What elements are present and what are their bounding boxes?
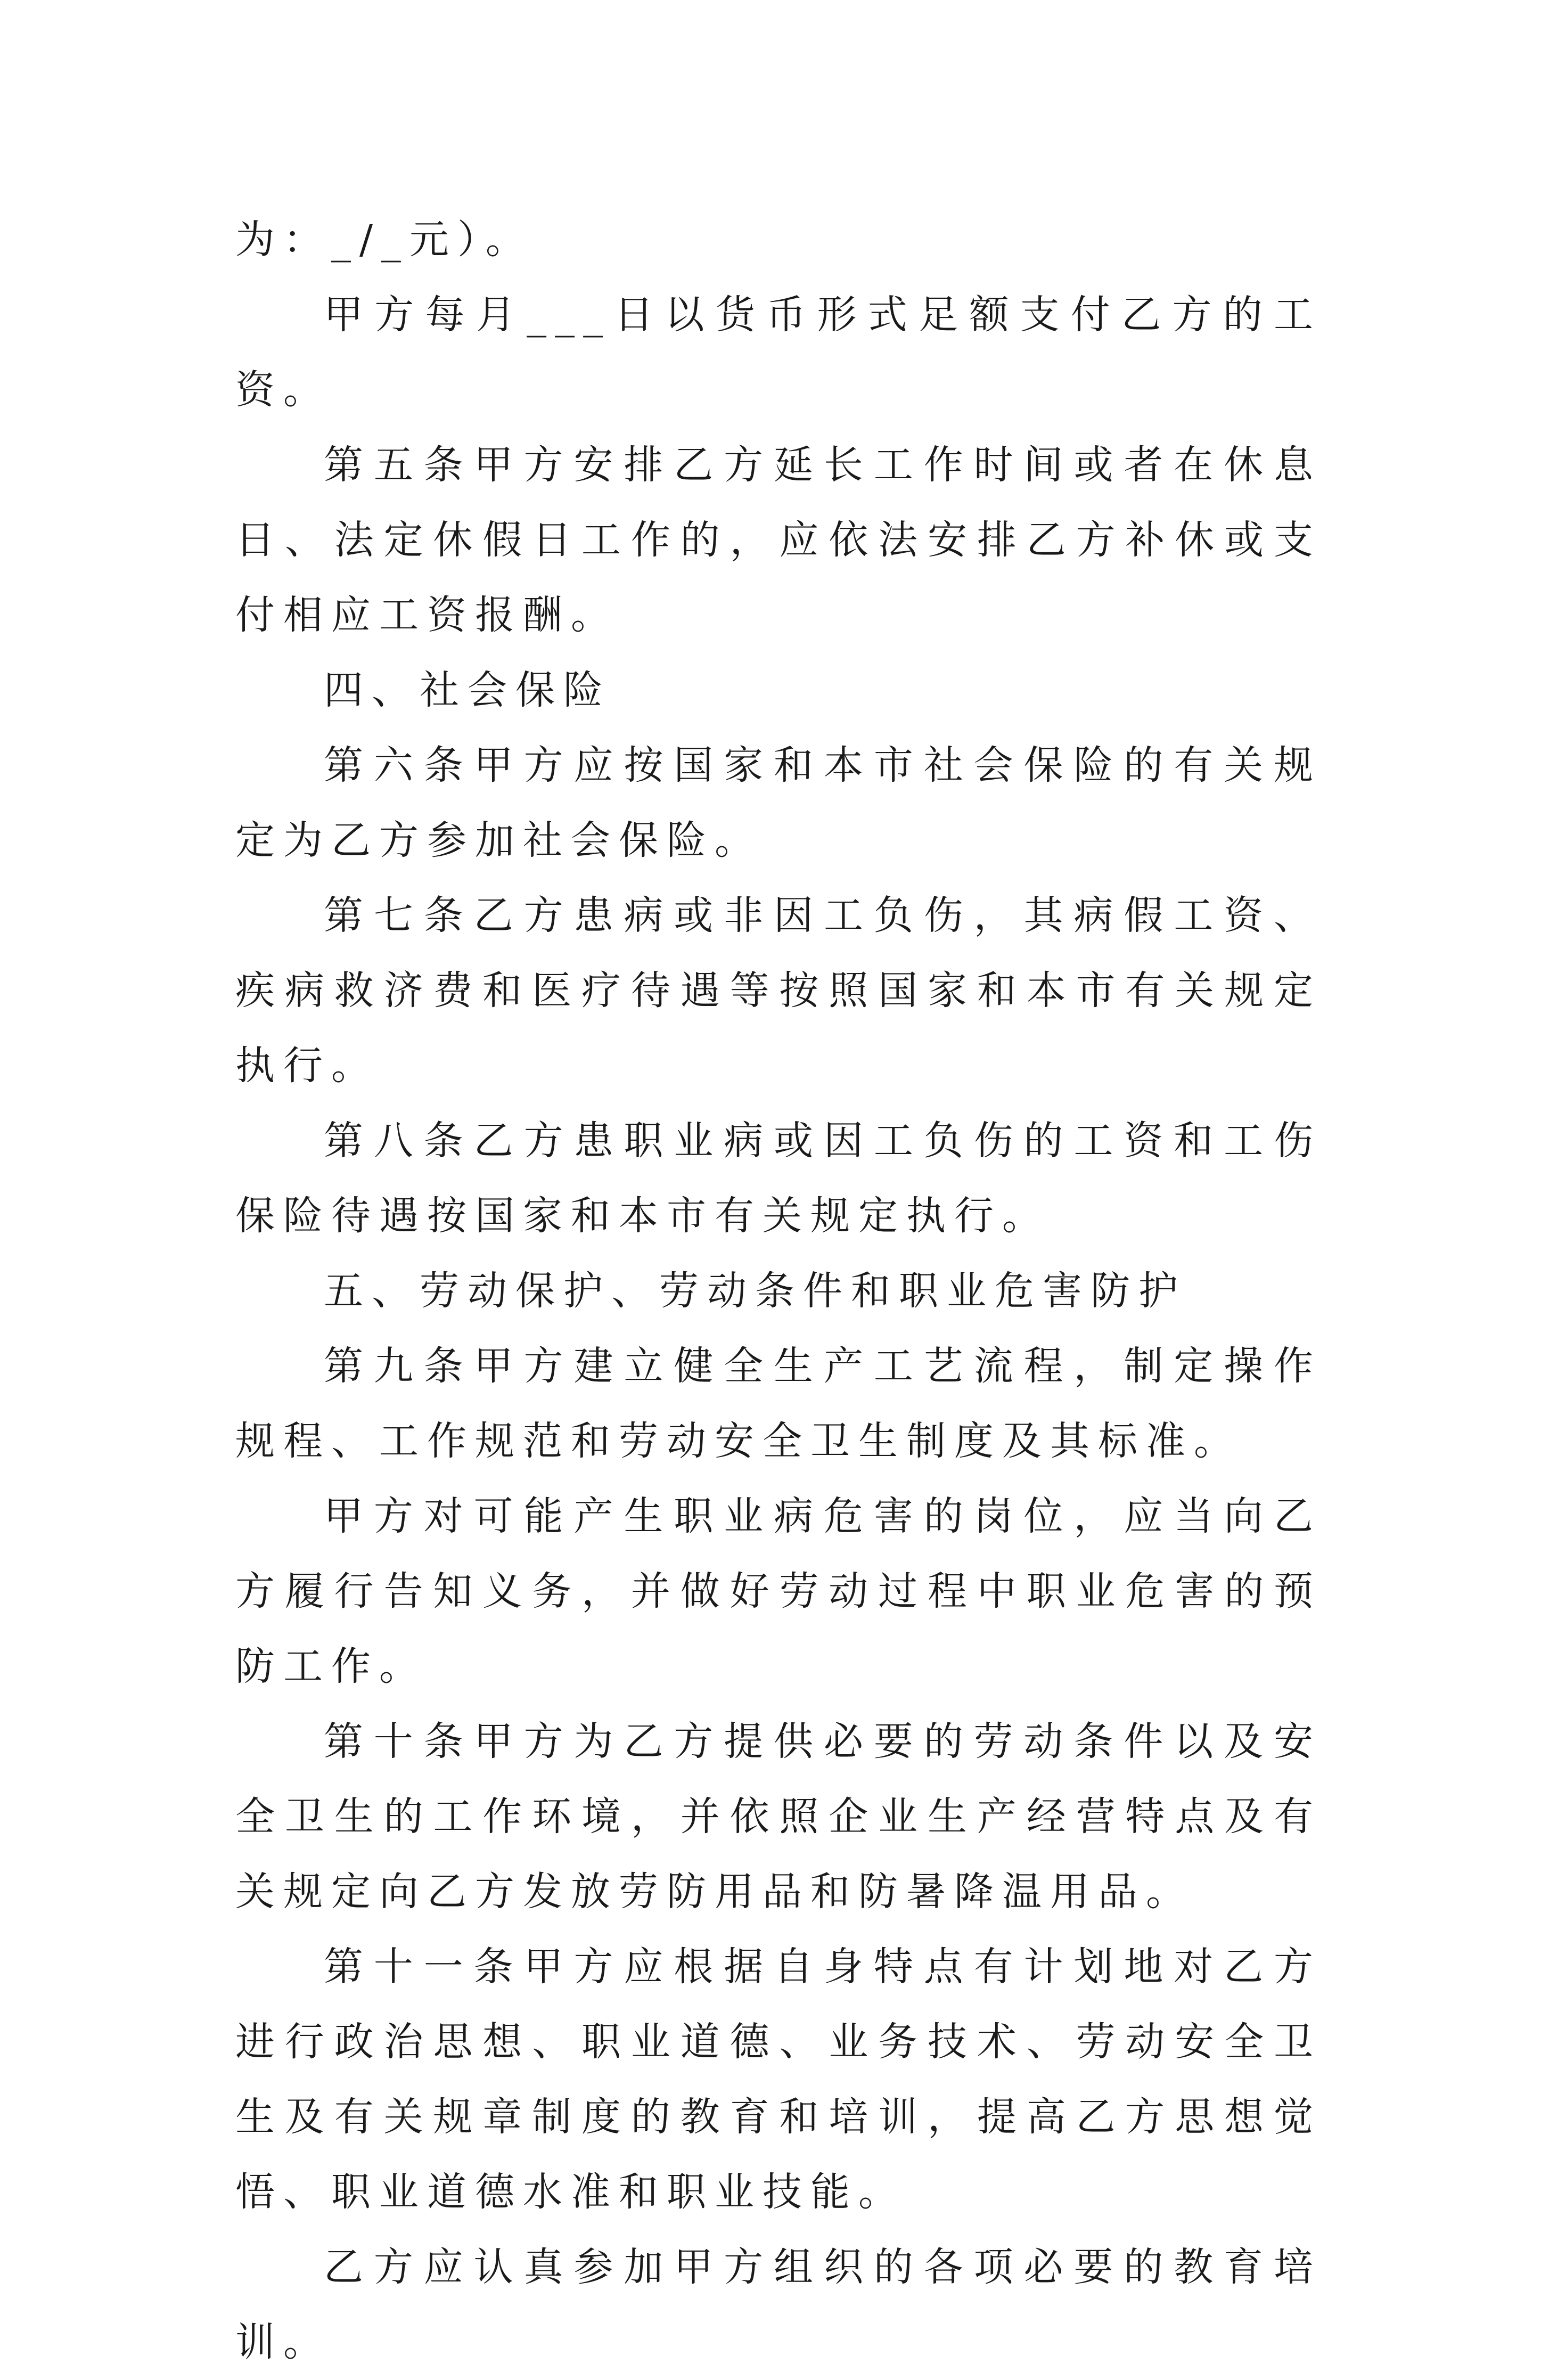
paragraph-article-5: 第五条甲方安排乙方延长工作时间或者在休息日、法定休假日工作的，应依法安排乙方补休或支付相应工资报酬。 [235, 442, 1322, 638]
paragraph-article-9: 第九条甲方建立健全生产工艺流程，制定操作规程、工作规范和劳动安全卫生制度及其标准。 [235, 1343, 1322, 1464]
paragraph-occupational-hazard-notice: 甲方对可能产生职业病危害的岗位，应当向乙方履行告知义务，并做好劳动过程中职业危害的预防工作。 [235, 1493, 1322, 1689]
section-heading-labor-protection: 五、劳动保护、劳动条件和职业危害防护 [324, 1268, 1186, 1314]
paragraph-article-8: 第八条乙方患职业病或因工负伤的工资和工伤保险待遇按国家和本市有关规定执行。 [235, 1118, 1322, 1239]
paragraph-wage-amount-tail: 为：_/_元）。 [235, 217, 534, 263]
paragraph-wage-payment-day: 甲方每月___日以货币形式足额支付乙方的工资。 [235, 292, 1322, 413]
document-body [235, 202, 1322, 2380]
paragraph-article-7: 第七条乙方患病或非因工负伤，其病假工资、疾病救济费和医疗待遇等按照国家和本市有关规定执行。 [235, 893, 1322, 1089]
section-heading-social-insurance: 四、社会保险 [324, 667, 611, 713]
paragraph-article-11: 第十一条甲方应根据自身特点有计划地对乙方进行政治思想、职业道德、业务技术、劳动安全卫生及有关规章制度的教育和培训，提高乙方思想觉悟、职业道德水准和职业技能。 [235, 1944, 1322, 2215]
paragraph-article-10: 第十条甲方为乙方提供必要的劳动条件以及安全卫生的工作环境，并依照企业生产经营特点及有关规定向乙方发放劳防用品和防暑降温用品。 [235, 1719, 1322, 1915]
paragraph-training-obligation: 乙方应认真参加甲方组织的各项必要的教育培训。 [235, 2244, 1322, 2365]
paragraph-article-6: 第六条甲方应按国家和本市社会保险的有关规定为乙方参加社会保险。 [235, 742, 1322, 863]
